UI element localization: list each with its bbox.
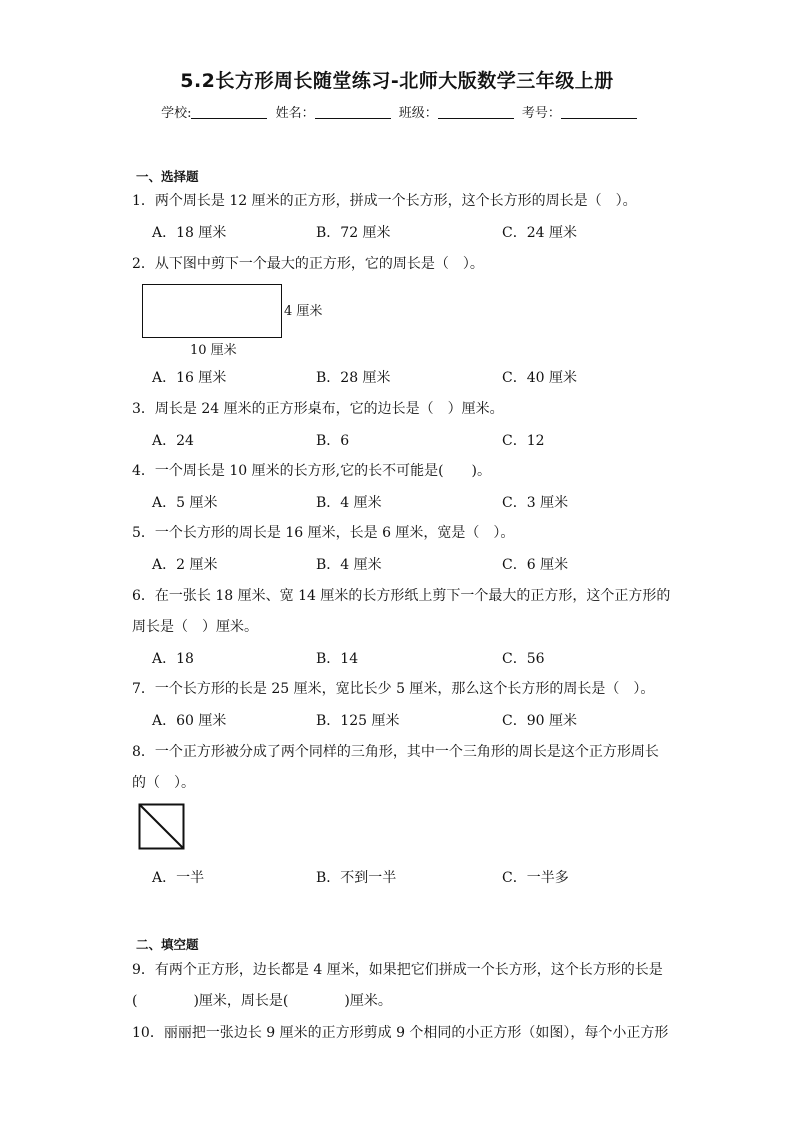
option-a[interactable]: A．18 [152, 651, 194, 667]
option-a[interactable]: A．18 厘米 [152, 225, 227, 241]
question-8-continued: 的（ ）。 [132, 775, 195, 791]
question-8-options [152, 867, 672, 887]
question-8: 8．一个正方形被分成了两个同样的三角形，其中一个三角形的周长是这个正方形周长 [132, 744, 659, 760]
rectangle-width-label: 10 厘米 [190, 343, 237, 358]
question-10: 10．丽丽把一张边长 9 厘米的正方形剪成 9 个相同的小正方形（如图），每个小正方形 [132, 1025, 669, 1041]
page-title: 5.2长方形周长随堂练习-北师大版数学三年级上册 [180, 70, 614, 92]
student-info-line [0, 102, 794, 121]
question-2: 2．从下图中剪下一个最大的正方形，它的周长是（ ）。 [132, 256, 484, 272]
question-9: 9．有两个正方形，边长都是 4 厘米，如果把它们拼成一个长方形，这个长方形的长是 [132, 962, 663, 978]
rectangle-figure [142, 284, 282, 338]
class-blank[interactable] [438, 106, 514, 119]
option-b[interactable]: B．125 厘米 [316, 713, 400, 729]
question-1: 1．两个周长是 12 厘米的正方形，拼成一个长方形，这个长方形的周长是（ ）。 [132, 193, 637, 209]
question-7: 7．一个长方形的长是 25 厘米，宽比长少 5 厘米，那么这个长方形的周长是（ ）。 [132, 681, 655, 697]
question-5-options [152, 554, 672, 574]
option-a[interactable]: A．5 厘米 [152, 495, 218, 511]
class-label: 班级： [398, 106, 438, 121]
option-b[interactable]: B．14 [316, 651, 359, 667]
name-blank[interactable] [315, 106, 391, 119]
option-c[interactable]: C．12 [502, 433, 545, 449]
option-a[interactable]: A．16 厘米 [152, 370, 227, 386]
divided-square-figure [138, 803, 186, 851]
school-blank[interactable] [191, 106, 267, 119]
section-fill-heading: 二、填空题 [136, 937, 199, 952]
option-c[interactable]: C．一半多 [502, 870, 569, 886]
question-6-options [152, 648, 672, 668]
question-3-options [152, 430, 672, 450]
exam-no-blank[interactable] [561, 106, 637, 119]
option-b[interactable]: B．28 厘米 [316, 370, 391, 386]
option-a[interactable]: A．60 厘米 [152, 713, 227, 729]
question-6-continued: 周长是（ ）厘米。 [132, 619, 258, 635]
school-label: 学校: [161, 106, 192, 121]
option-c[interactable]: C．90 厘米 [502, 713, 577, 729]
question-1-options [152, 222, 672, 242]
rectangle-height-label: 4 厘米 [284, 304, 323, 319]
question-6: 6．在一张长 18 厘米、宽 14 厘米的长方形纸上剪下一个最大的正方形，这个正方形的 [132, 588, 671, 604]
question-5: 5．一个长方形的周长是 16 厘米，长是 6 厘米，宽是（ ）。 [132, 525, 515, 541]
option-c[interactable]: C．24 厘米 [502, 225, 577, 241]
option-b[interactable]: B．不到一半 [316, 870, 397, 886]
question-4: 4．一个周长是 10 厘米的长方形,它的长不可能是( )。 [132, 463, 491, 479]
option-a[interactable]: A．2 厘米 [152, 557, 218, 573]
option-c[interactable]: C．3 厘米 [502, 495, 569, 511]
question-9-continued: ( )厘米，周长是( )厘米。 [132, 993, 392, 1009]
option-c[interactable]: C．6 厘米 [502, 557, 569, 573]
question-4-options [152, 492, 672, 512]
option-b[interactable]: B．4 厘米 [316, 495, 382, 511]
question-7-options [152, 710, 672, 730]
name-label: 姓名： [275, 106, 315, 121]
option-b[interactable]: B．72 厘米 [316, 225, 391, 241]
option-c[interactable]: C．40 厘米 [502, 370, 577, 386]
option-c[interactable]: C．56 [502, 651, 545, 667]
question-2-options [152, 367, 672, 387]
exam-no-label: 考号： [521, 106, 561, 121]
option-b[interactable]: B．6 [316, 433, 350, 449]
option-a[interactable]: A．24 [152, 433, 194, 449]
option-b[interactable]: B．4 厘米 [316, 557, 382, 573]
option-a[interactable]: A．一半 [152, 870, 205, 886]
section-choice-heading: 一、选择题 [136, 169, 199, 184]
question-3: 3．周长是 24 厘米的正方形桌布，它的边长是（ ）厘米。 [132, 401, 504, 417]
